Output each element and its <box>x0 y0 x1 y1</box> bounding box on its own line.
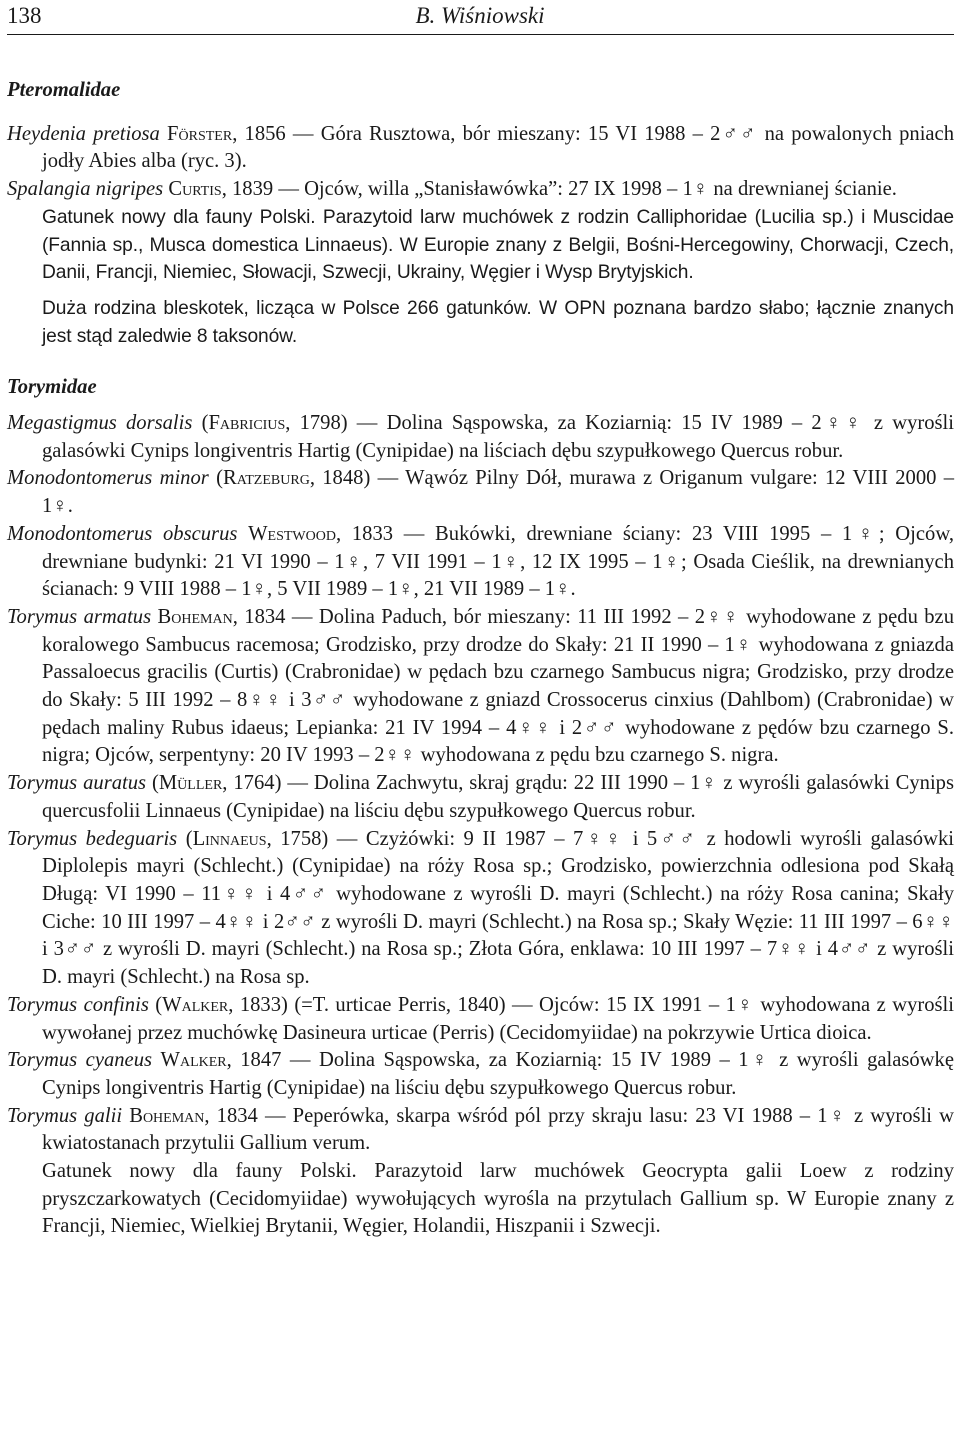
species-name: Torymus cyaneus <box>7 1049 153 1072</box>
record-text: , 1834 — Peperówka, skarpa wśród pól przy skraju lasu: 23 VI 1988 – 1♀ z wyrośli w kwiatostanach przytulii Gallium verum. <box>42 1104 954 1155</box>
family-heading-pteromalidae: Pteromalidae <box>7 79 121 101</box>
record-torymus-auratus: Torymus auratus (Müller, 1764) — Dolina Zachwytu, skraj grądu: 22 III 1990 – 1♀ z wyrośli galasówki Cynips quercusfolii Linnaeus (Cynipidae) na liściu dębu szypułkowego Quercus robur. <box>7 772 954 822</box>
record-megastigmus-dorsalis: Megastigmus dorsalis (Fabricius, 1798) — Dolina Sąspowska, za Koziarnią: 15 IV 1989 – 2♀♀ z wyrośli galasówki Cynips longiventris Hartig (Cynipidae) na liściach dębu szypułkowego Quercus robur. <box>7 412 954 462</box>
record-torymus-confinis: Torymus confinis (Walker, 1833) (=T. urticae Perris, 1840) — Ojców: 15 IX 1991 – 1♀ wyhodowana z wyrośli wywołanej przez muchówkę Dasineura urticae (Perris) (Cecidomyiidae) na pokrzywie Urtica dioica. <box>7 993 954 1044</box>
record-heydenia-pretiosa <box>7 121 954 176</box>
species-author: Förster <box>167 122 233 145</box>
record-monodontomerus-obscurus <box>7 521 954 604</box>
record-text: , 1764) — Dolina Zachwytu, skraj grądu: 22 III 1990 – 1♀ z wyrośli galasówki Cynips quercusfolii Linnaeus (Cynipidae) na liściu dębu szypułkowego Quercus robur. <box>42 772 954 822</box>
species-name: Torymus confinis <box>7 993 149 1016</box>
species-author: Fabricius <box>208 412 286 435</box>
species-name: Megastigmus dorsalis <box>7 412 193 435</box>
page-header <box>0 0 960 36</box>
header-rule <box>7 34 954 35</box>
record-torymus-galii <box>7 1103 954 1158</box>
species-author: Ratzeburg <box>222 467 310 490</box>
record-text: , 1758) — Czyżówki: 9 II 1987 – 7♀♀ i 5♂♂ z hodowli wyrośli galasówki Diplolepis mayri (Schlecht.) (Cynipidae) na róży Rosa sp.; Grodzisko, powierzchnia odlesiona pod Skałą Długą: VI 1990 – 11♀♀ i 4♂♂ wyhodowane z wyrośli D. mayri (Schlecht.) na róży Rosa canina; Skały Ciche: 10 III 1997 – 4♀♀ i 2♂♂ z wyrośli D. mayri (Schlecht.) na Rosa sp.; Skały Węzie: 11 III 1997 – 6♀♀ i 3♂♂ z wyrośli D. mayri (Schlecht.) na Rosa sp.; Złota Góra, enklawa: 10 III 1997 – 7♀♀ i 4♂♂ z wyrośli D. mayri (Schlecht.) na Rosa sp. <box>42 827 954 989</box>
species-author: Boheman <box>157 605 233 628</box>
species-name: Torymus armatus <box>7 605 152 628</box>
species-name: Torymus galii <box>7 1104 123 1127</box>
family-heading-torymidae: Torymidae <box>7 376 97 399</box>
page-number: 138 <box>7 3 42 28</box>
species-author: Müller <box>158 772 223 795</box>
record-torymus-bedeguaris: Torymus bedeguaris (Linnaeus, 1758) — Czyżówki: 9 II 1987 – 7♀♀ i 5♂♂ z hodowli wyrośli galasówki Diplolepis mayri (Schlecht.) (Cynipidae) na róży Rosa sp.; Grodzisko, powierzchnia odlesiona pod Skałą Długą: VI 1990 – 11♀♀ i 4♂♂ wyhodowane z wyrośli D. mayri (Schlecht.) na róży Rosa canina; Skały Ciche: 10 III 1997 – 4♀♀ i 2♂♂ z wyrośli D. mayri (Schlecht.) na Rosa sp.; Skały Węzie: 11 III 1997 – 6♀♀ i 3♂♂ z wyrośli D. mayri (Schlecht.) na Rosa sp.; Złota Góra, enklawa: 10 III 1997 – 7♀♀ i 4♂♂ z wyrośli D. mayri (Schlecht.) na Rosa sp. <box>7 827 954 989</box>
record-text: , 1848) — Wąwóz Pilny Dół, murawa z Origanum vulgare: 12 VIII 2000 – 1♀. <box>42 467 954 518</box>
record-text: , 1839 — Ojców, willa „Stanisławówka”: 27 IX 1998 – 1♀ na drewnianej ścianie. <box>221 178 897 201</box>
species-name: Monodontomerus obscurus <box>7 522 238 545</box>
record-text: , 1833 — Bukówki, drewniane ściany: 23 VIII 1995 – 1♀; Ojców, drewniane budynki: 21 VI 1990 – 1♀, 7 VII 1991 – 1♀, 12 IX 1995 – 1♀; Osada Cieślik, na drewnianych ścianach: 9 VIII 1988 – 1♀, 5 VII 1989 – 1♀, 21 VII 1989 – 1♀. <box>42 522 955 601</box>
record-text: , 1847 — Dolina Sąspowska, za Koziarnią: 15 IV 1989 – 1♀ z wyrośli galasówkę Cynips longiventris Hartig (Cynipidae) na liściu dębu szypułkowego Quercus robur. <box>42 1049 954 1099</box>
species-author: Walker <box>160 1049 227 1072</box>
species-author: Walker <box>162 993 229 1016</box>
record-text: , 1834 — Dolina Paduch, bór mieszany: 11 III 1992 – 2♀♀ wyhodowane z pędu bzu koralowego Sambucus racemosa; Grodzisko, przy drodze do Skały: 21 II 1990 – 1♀ wyhodowana z gniazda Passaloecus gracilis (Curtis) (Crabronidae) w pędach bzu czarnego Sambucus nigra; Grodzisko, przy drodze do Skały: 5 III 1992 – 8♀♀ i 3♂♂ wyhodowane z gniazd Crossocerus cinxius (Dahlbom) (Crabronidae) w pędach maliny Rubus idaeus; Lepianka: 21 IV 1994 – 4♀♀ i 2♂♂ wyhodowane z pędów bzu czarnego S. nigra; Ojców, serpentyny: 20 IV 1993 – 2♀♀ wyhodowana z pędu bzu czarnego S. nigra. <box>42 605 954 767</box>
species-name: Torymus bedeguaris <box>7 827 178 850</box>
record-torymus-cyaneus <box>7 1047 954 1102</box>
species-name: Spalangia nigripes <box>7 178 164 201</box>
note-spalangia: Gatunek nowy dla fauny Polski. Parazytoid larw muchówek z rodzin Calliphoridae (Lucilia sp.) i Muscidae (Fannia sp., Musca domestica Linnaeus). W Europie znany z Belgii, Bośni-Hercegowiny, Chorwacji, Czech, Danii, Francji, Niemiec, Słowacji, Szwecji, Ukrainy, Węgier i Wysp Brytyjskich. <box>42 206 954 284</box>
species-name: Monodontomerus minor <box>7 467 209 490</box>
record-spalangia-nigripes <box>7 176 954 204</box>
species-author: Linnaeus <box>192 827 267 850</box>
record-text: , 1798) — Dolina Sąspowska, za Koziarnią: 15 IV 1989 – 2♀♀ z wyrośli galasówki Cynips longiventris Hartig (Cynipidae) na liściach dębu szypułkowego Quercus robur. <box>42 412 954 462</box>
record-text: , 1833) (=T. urticae Perris, 1840) — Ojców: 15 IX 1991 – 1♀ wyhodowana z wyrośli wywołanej przez muchówkę Dasineura urticae (Perris) (Cecidomyiidae) na pokrzywie Urtica dioica. <box>42 993 954 1044</box>
species-author: Westwood <box>248 522 336 545</box>
species-name: Torymus auratus <box>7 772 147 795</box>
note-pteromalidae-summary: Duża rodzina bleskotek, licząca w Polsce 266 gatunków. W OPN poznana bardzo słabo; łącznie znanych jest stąd zaledwie 8 taksonów. <box>42 297 954 347</box>
species-author: Boheman <box>129 1104 205 1127</box>
species-author: Curtis <box>168 178 222 201</box>
record-monodontomerus-minor: Monodontomerus minor (Ratzeburg, 1848) — Wąwóz Pilny Dół, murawa z Origanum vulgare: 12 VIII 2000 – 1♀. <box>7 467 954 518</box>
running-head: B. Wiśniowski <box>415 3 545 28</box>
article-body <box>7 69 954 1241</box>
note-torymus-galii: Gatunek nowy dla fauny Polski. Parazytoid larw muchówek Geocrypta galii Loew z rodziny pryszczarkowatych (Cecidomyiidae) wywołujących wyrośla na przytulach Gallium sp. W Europie znany z Francji, Niemiec, Wielkiej Brytanii, Węgier, Holandii, Hiszpanii i Szwecji. <box>42 1160 954 1238</box>
record-text: , 1856 — Góra Rusztowa, bór mieszany: 15 VI 1988 – 2♂♂ na powalonych pniach jodły Abies alba (ryc. 3). <box>42 122 954 173</box>
species-name: Heydenia pretiosa <box>7 122 160 145</box>
record-torymus-armatus <box>7 604 954 770</box>
